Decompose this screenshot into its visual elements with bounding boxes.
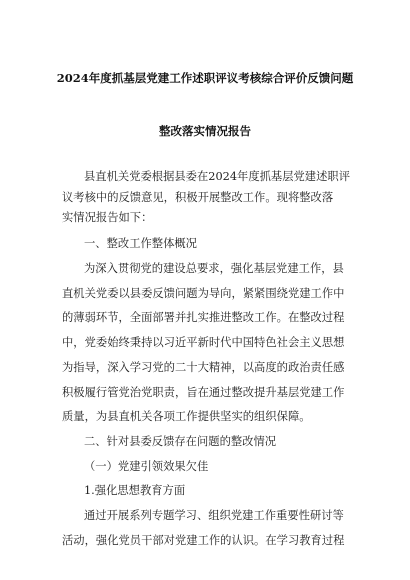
paragraph-line: 活动，强化党员干部对党建工作的认识。在学习教育过程 [62,534,345,547]
subsection-heading: （一）党建引领效果欠佳 [84,460,209,473]
paragraph-line: 的薄弱环节，全面部署并扎实推进整改工作。在整改过程 [62,311,345,324]
paragraph-line: 实情况报告如下： [62,211,153,224]
paragraph-line: 通过开展系列专题学习、组织党建工作重要性研讨等 [84,509,344,522]
document-title-line-2: 整改落实情况报告 [159,124,251,138]
paragraph-line: 议考核中的反馈意见，积极开展整改工作。现将整改落 [62,191,334,204]
item-heading: 1.强化思想教育方面 [84,484,186,497]
paragraph-line: 为深入贯彻党的建设总要求，强化基层党建工作，县 [84,262,344,275]
paragraph-line: 为指导，深入学习党的二十大精神，以高度的政治责任感 [62,361,345,374]
section-heading: 一、整改工作整体概况 [84,237,197,250]
paragraph-line: 质量，为县直机关各项工作提供坚实的组织保障。 [62,410,311,423]
section-heading: 二、针对县委反馈存在问题的整改情况 [84,435,277,448]
paragraph-line: 中，党委始终秉持以习近平新时代中国特色社会主义思想 [62,336,345,349]
paragraph-line: 县直机关党委根据县委在2024年度抓基层党建述职评 [84,170,350,183]
document-title-line-1: 2024年度抓基层党建工作述职评议考核综合评价反馈问题 [56,71,354,85]
paragraph-line: 直机关党委以县委反馈问题为导向，紧紧围绕党建工作中 [62,287,345,300]
paragraph-line: 积极履行管党治党职责，旨在通过整改提升基层党建工作 [62,386,345,399]
